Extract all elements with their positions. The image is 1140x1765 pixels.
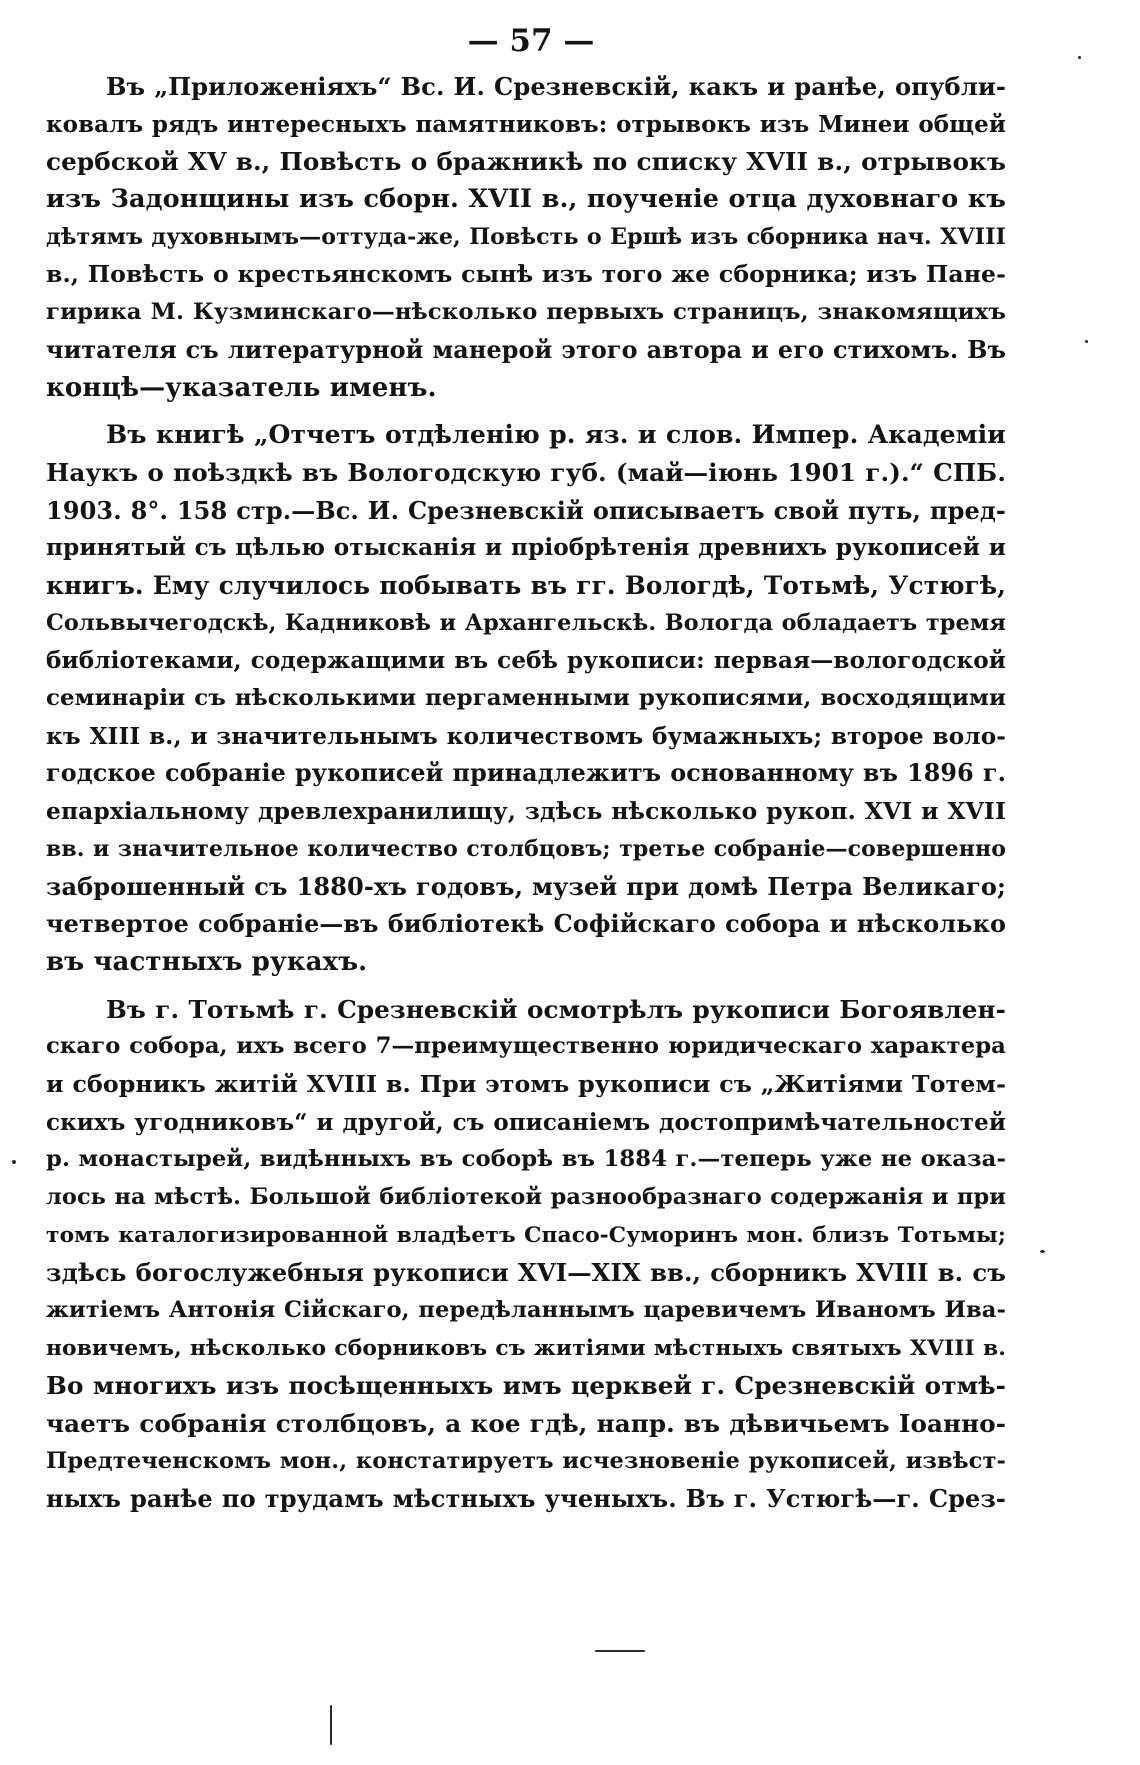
text-line: дѣтямъ духовнымъ—оттуда-же, Повѣсть о Ершѣ изъ сборника нач. XVIII <box>46 223 1006 250</box>
scan-speck <box>1040 1250 1045 1253</box>
text-line: Предтеченскомъ мон., констатируетъ исчезновеніе рукописей, извѣст- <box>46 1447 1006 1474</box>
paragraph-3 <box>46 991 1006 1519</box>
text-line: заброшенный съ 1880-хъ годовъ, музей при домѣ Петра Великаго; <box>46 872 1006 902</box>
text-line: лось на мѣстѣ. Большой библіотекой разнообразнаго содержанія и при <box>46 1183 1006 1210</box>
text-line: вв. и значительное количество столбцовъ; третье собраніе—совершенно <box>46 835 1006 862</box>
scan-speck <box>330 1705 332 1745</box>
text-line: Наукъ о поѣздкѣ въ Вологодскую губ. (май—іюнь 1901 г.).“ СПБ. <box>46 457 1006 487</box>
text-line: къ XIII в., и значительнымъ количествомъ бумажныхъ; второе воло- <box>46 722 1006 750</box>
page-number: — 57 — <box>467 23 595 59</box>
text-line: принятый съ цѣлью отысканія и пріобрѣтенія древнихъ рукописей и <box>46 534 1006 562</box>
text-line: Въ „Приложеніяхъ“ Вс. И. Срезневскій, какъ и ранѣе, опубли- <box>106 72 1006 101</box>
text-line: годское собраніе рукописей принадлежитъ основанному въ 1896 г. <box>46 759 1006 788</box>
text-line: житіемъ Антонія Сійскаго, передѣланнымъ царевичемъ Иваномъ Ива- <box>46 1297 1006 1323</box>
text-line: библіотеками, содержащими въ себѣ рукописи: первая—вологодской <box>46 647 1006 675</box>
text-line: ныхъ ранѣе по трудамъ мѣстныхъ ученыхъ. Въ г. Устюгѣ—г. Срез- <box>46 1484 1006 1514</box>
text-line: ковалъ рядъ интересныхъ памятниковъ: отрывокъ изъ Минеи общей <box>46 110 1006 138</box>
text-line: Во многихъ изъ посѣщенныхъ имъ церквей г. Срезневскій отмѣ- <box>46 1371 1006 1401</box>
text-line: епархіальному древлехранилищу, здѣсь нѣсколько рукоп. XVI и XVII <box>46 797 1006 826</box>
text-line: томъ каталогизированной владѣетъ Спасо-Суморинъ мон. близъ Тотьмы; <box>46 1222 1006 1248</box>
text-line: книгъ. Ему случилось побывать въ гг. Вологдѣ, Тотьмѣ, Устюгѣ, <box>46 570 1006 600</box>
text-line: изъ Задонщины изъ сборн. XVII в., поученіе отца духовнаго къ <box>46 184 1006 215</box>
text-line: концѣ—указатель именъ. <box>46 372 437 403</box>
scan-speck <box>595 1650 645 1652</box>
text-line: новичемъ, нѣсколько сборниковъ съ житіями мѣстныхъ святыхъ XVIII в. <box>46 1335 1006 1361</box>
scan-speck <box>12 1160 16 1164</box>
text-line: здѣсь богослужебныя рукописи XVI—XIX вв., сборникъ XVIII в. съ <box>46 1258 1006 1288</box>
text-line: 1903. 8°. 158 стр.—Вс. И. Срезневскій описываетъ свой путь, пред- <box>46 495 1006 525</box>
scan-speck <box>1085 340 1088 343</box>
document-page <box>46 18 1006 1738</box>
text-line: въ частныхъ рукахъ. <box>46 946 368 977</box>
text-line: в., Повѣсть о крестьянскомъ сынѣ изъ того же сборника; изъ Пане- <box>46 260 1006 289</box>
text-line: скаго собора, ихъ всего 7—преимущественно юридическаго характера <box>46 1033 1006 1060</box>
text-line: гирика М. Кузминскаго—нѣсколько первыхъ страницъ, знакомящихъ <box>46 299 1006 326</box>
text-line: Сольвычегодскѣ, Кадниковѣ и Архангельскѣ. Вологда обладаетъ тремя <box>46 609 1006 636</box>
text-line: чаетъ собранія столбцовъ, а кое гдѣ, напр. въ дѣвичьемъ Іоанно- <box>46 1409 1006 1439</box>
text-line: скихъ угодниковъ“ и другой, съ описаніемъ достопримѣчательностей <box>46 1108 1006 1136</box>
text-line: Въ книгѣ „Отчетъ отдѣленію р. яз. и слов. Импер. Академіи <box>106 419 1006 450</box>
text-line: Въ г. Тотьмѣ г. Срезневскій осмотрѣлъ рукописи Богоявлен- <box>106 994 1006 1024</box>
text-line: р. монастырей, видѣнныхъ въ соборѣ въ 1884 г.—теперь уже не оказа- <box>46 1146 1006 1173</box>
scan-speck <box>1078 56 1081 59</box>
paragraph-2 <box>46 416 1006 981</box>
paragraph-1 <box>46 68 1006 407</box>
text-line: и сборникъ житій XVIII в. При этомъ рукописи съ „Житіями Тотем- <box>46 1069 1006 1098</box>
text-line: сербской XV в., Повѣсть о бражникѣ по списку XVII в., отрывокъ <box>46 147 1006 177</box>
text-line: читателя съ литературной манерой этого автора и его стихомъ. Въ <box>46 335 1006 364</box>
text-line: четвертое собраніе—въ библіотекѣ Софійскаго собора и нѣсколько <box>46 910 1006 939</box>
text-line: семинаріи съ нѣсколькими пергаменными рукописями, восходящими <box>46 685 1006 711</box>
